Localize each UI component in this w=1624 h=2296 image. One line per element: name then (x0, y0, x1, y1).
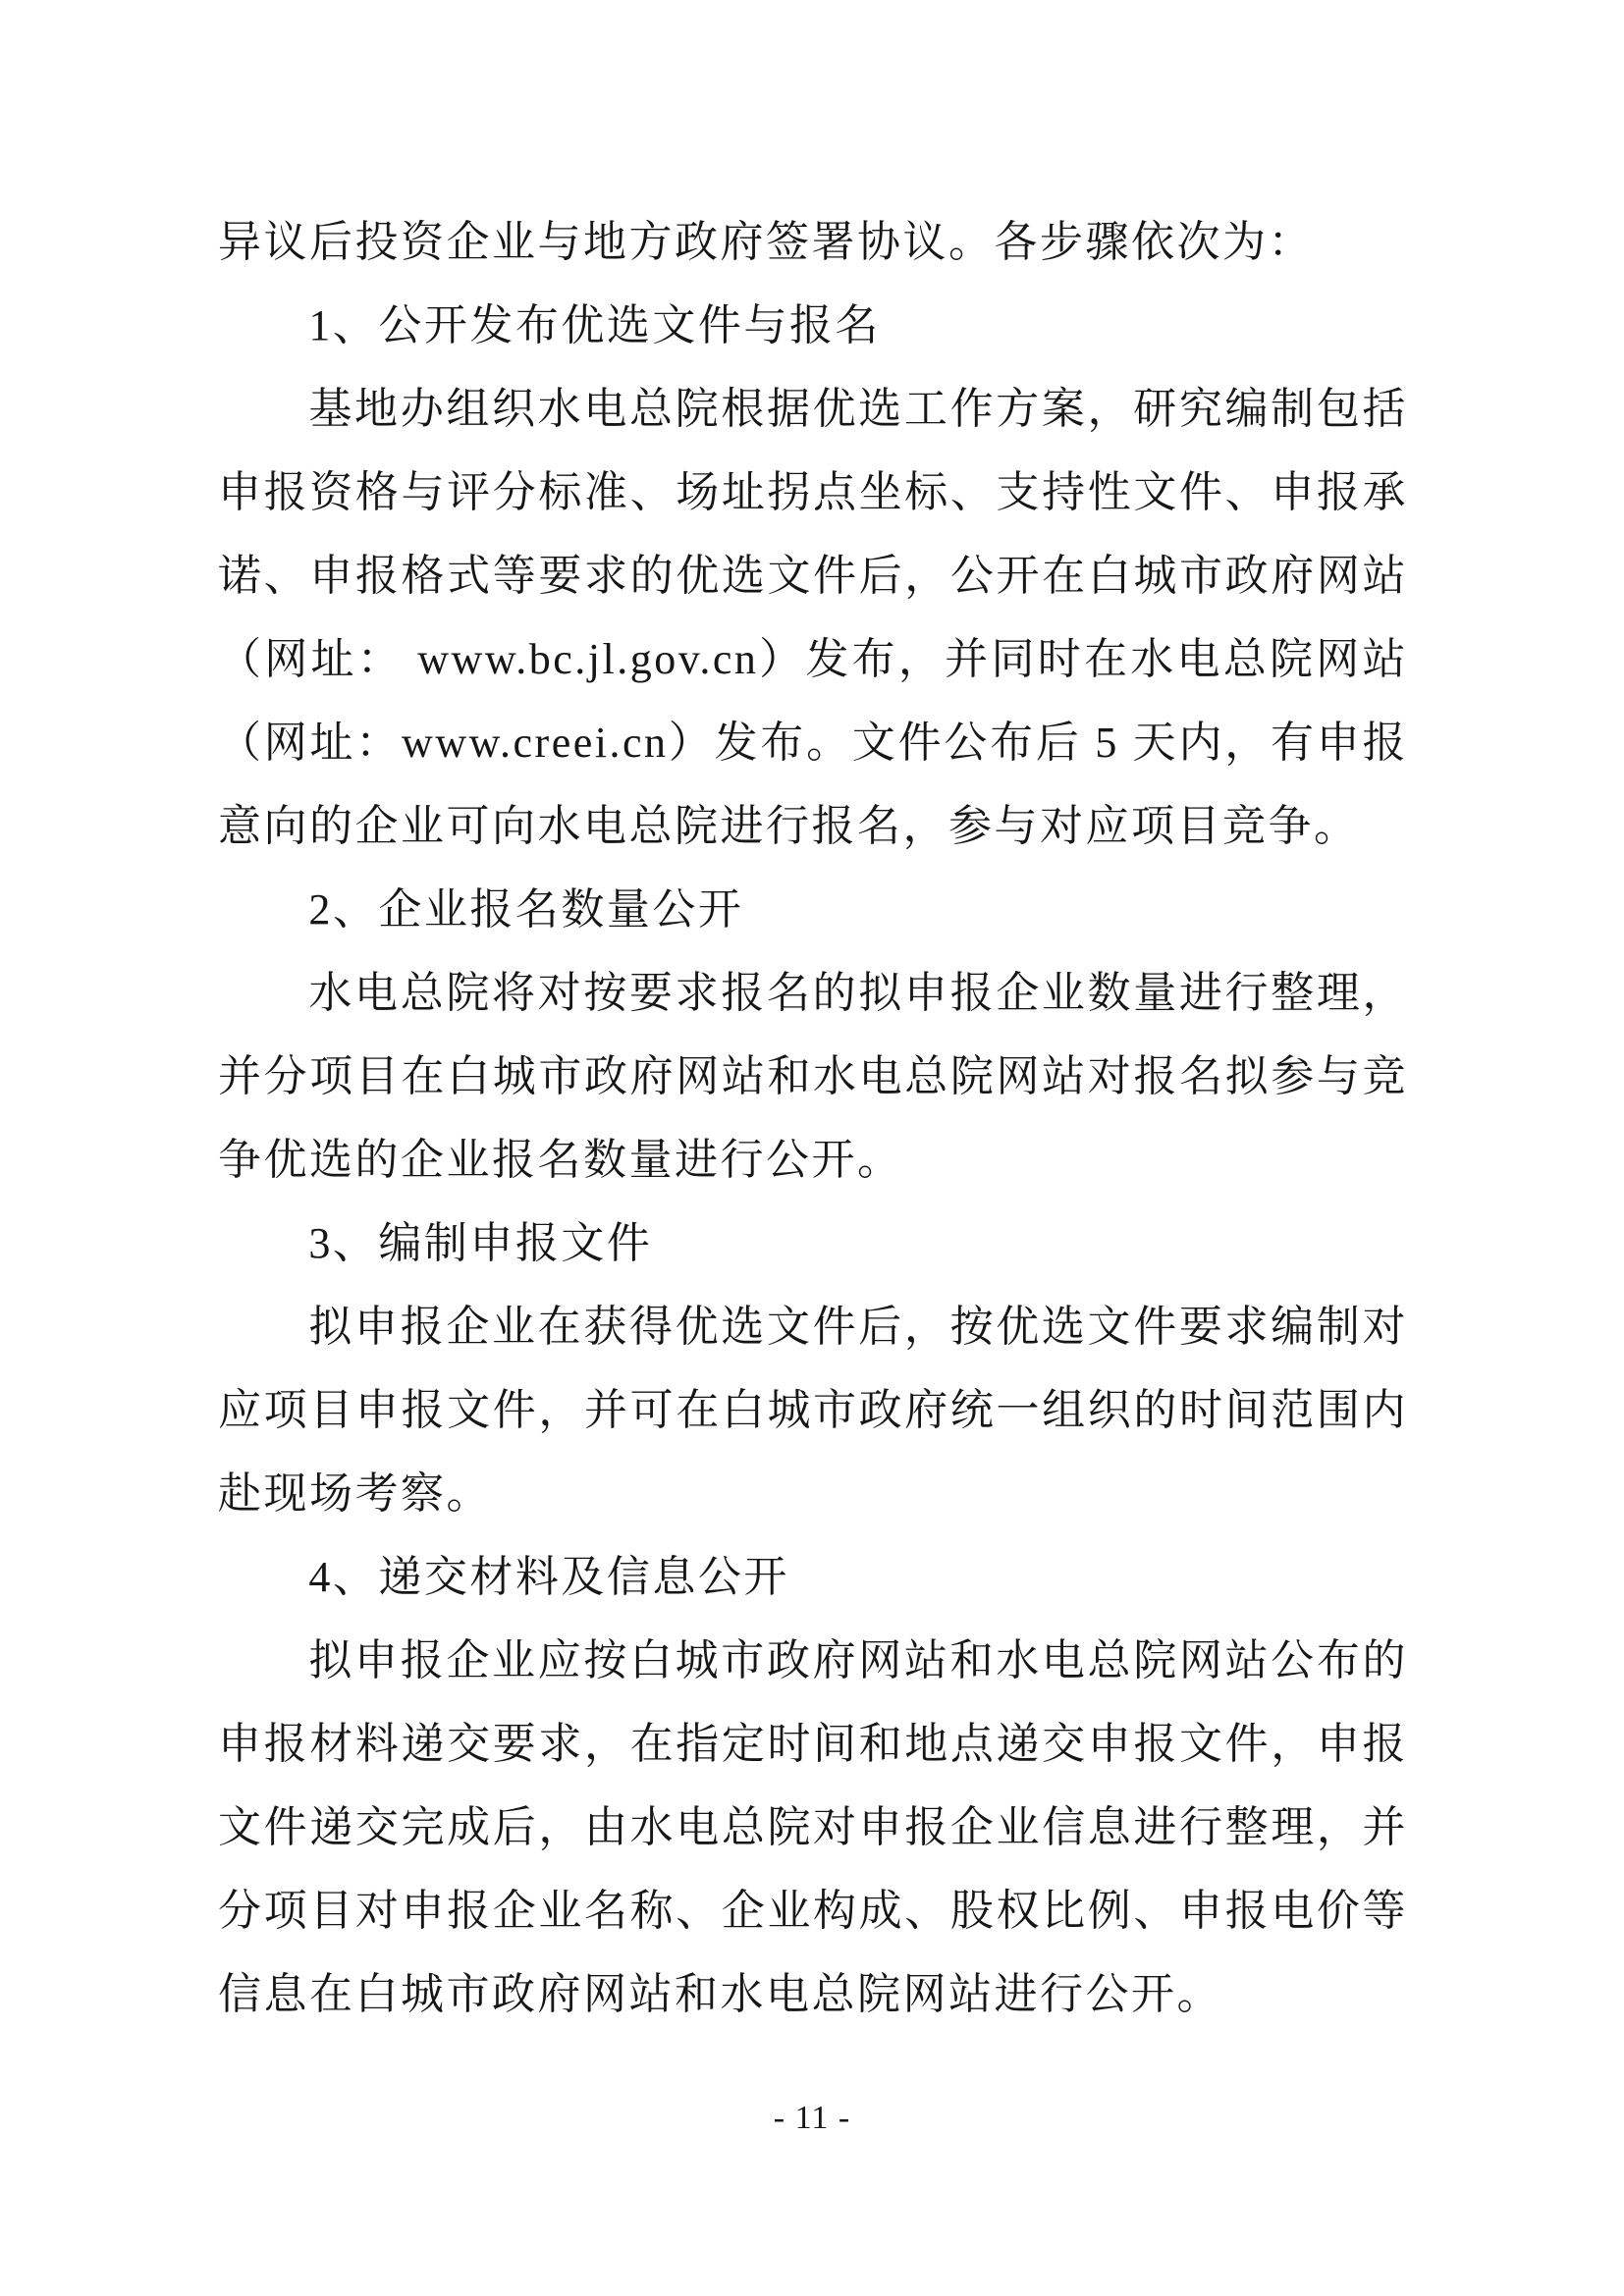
body-paragraph: 拟申报企业在获得优选文件后，按优选文件要求编制对应项目申报文件，并可在白城市政府统一组织的时间范围内赴现场考察。 (218, 1303, 1408, 1518)
body-paragraph: 基地办组织水电总院根据优选工作方案，研究编制包括申报资格与评分标准、场址拐点坐标、支持性文件、申报承诺、申报格式等要求的优选文件后，公开在白城市政府网站（网址： www.bc.jl.gov.cn）发布，并同时在水电总院网站（网址：www.creei.cn）发布。文件公布后 5 天内，有申报意向的企业可向水电总院进行报名，参与对应项目竞争。 (218, 385, 1408, 850)
page-number: - 11 - (773, 2100, 851, 2136)
body-paragraph: 拟申报企业应按白城市政府网站和水电总院网站公布的申报材料递交要求，在指定时间和地点递交申报文件，申报文件递交完成后，由水电总院对申报企业信息进行整理，并分项目对申报企业名称、企业构成、股权比例、申报电价等信息在白城市政府网站和水电总院网站进行公开。 (218, 1636, 1408, 2018)
continuation-paragraph: 异议后投资企业与地方政府签署协议。各步骤依次为： (218, 218, 1314, 266)
section-heading-1: 1、公开发布优选文件与报名 (308, 301, 881, 349)
section-heading-2: 2、企业报名数量公开 (308, 885, 744, 934)
section-heading-4: 4、递交材料及信息公开 (308, 1553, 789, 1601)
body-paragraph: 水电总院将对按要求报名的拟申报企业数量进行整理，并分项目在白城市政府网站和水电总院网站对报名拟参与竞争优选的企业报名数量进行公开。 (218, 969, 1408, 1184)
document-body (218, 200, 1408, 2036)
section-heading-3: 3、编制申报文件 (308, 1219, 653, 1267)
